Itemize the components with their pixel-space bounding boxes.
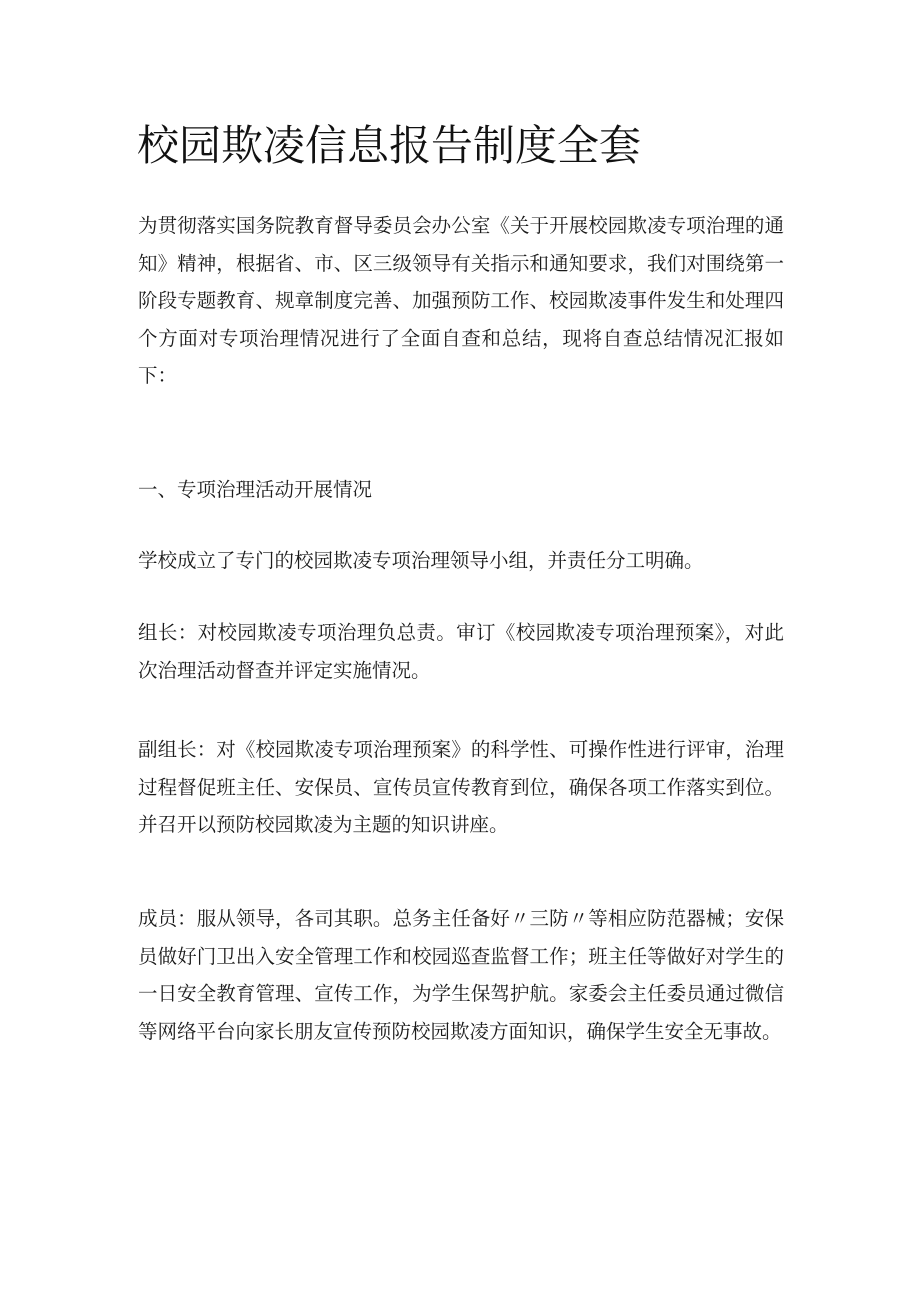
deputy-leader-paragraph: 副组长：对《校园欺凌专项治理预案》的科学性、可操作性进行评审，治理过程督促班主任、安保员、宣传员宣传教育到位，确保各项工作落实到位。并召开以预防校园欺凌为主题的知识讲座。 xyxy=(138,738,784,836)
leader-paragraph: 组长：对校园欺凌专项治理负总责。审订《校园欺凌专项治理预案》，对此次治理活动督查并评定实施情况。 xyxy=(138,621,784,682)
intro-paragraph: 为贯彻落实国务院教育督导委员会办公室《关于开展校园欺凌专项治理的通知》精神，根据省、市、区三级领导有关指示和通知要求，我们对围绕第一阶段专题教育、规章制度完善、加强预防工作、校园欺凌事件发生和处理四个方面对专项治理情况进行了全面自查和总结，现将自查总结情况汇报如下： xyxy=(138,214,784,387)
document-title: 校园欺凌信息报告制度全套 xyxy=(137,121,642,170)
members-paragraph: 成员：服从领导，各司其职。总务主任备好〃三防〃等相应防范器械；安保员做好门卫出入安全管理工作和校园巡查监督工作；班主任等做好对学生的一日安全教育管理、宣传工作，为学生保驾护航。家委会主任委员通过微信等网络平台向家长朋友宣传预防校园欺凌方面知识，确保学生安全无事故。 xyxy=(138,907,784,1043)
section-heading: 一、专项治理活动开展情况 xyxy=(138,478,373,501)
group-setup-paragraph: 学校成立了专门的校园欺凌专项治理领导小组，并责任分工明确。 xyxy=(138,549,704,572)
